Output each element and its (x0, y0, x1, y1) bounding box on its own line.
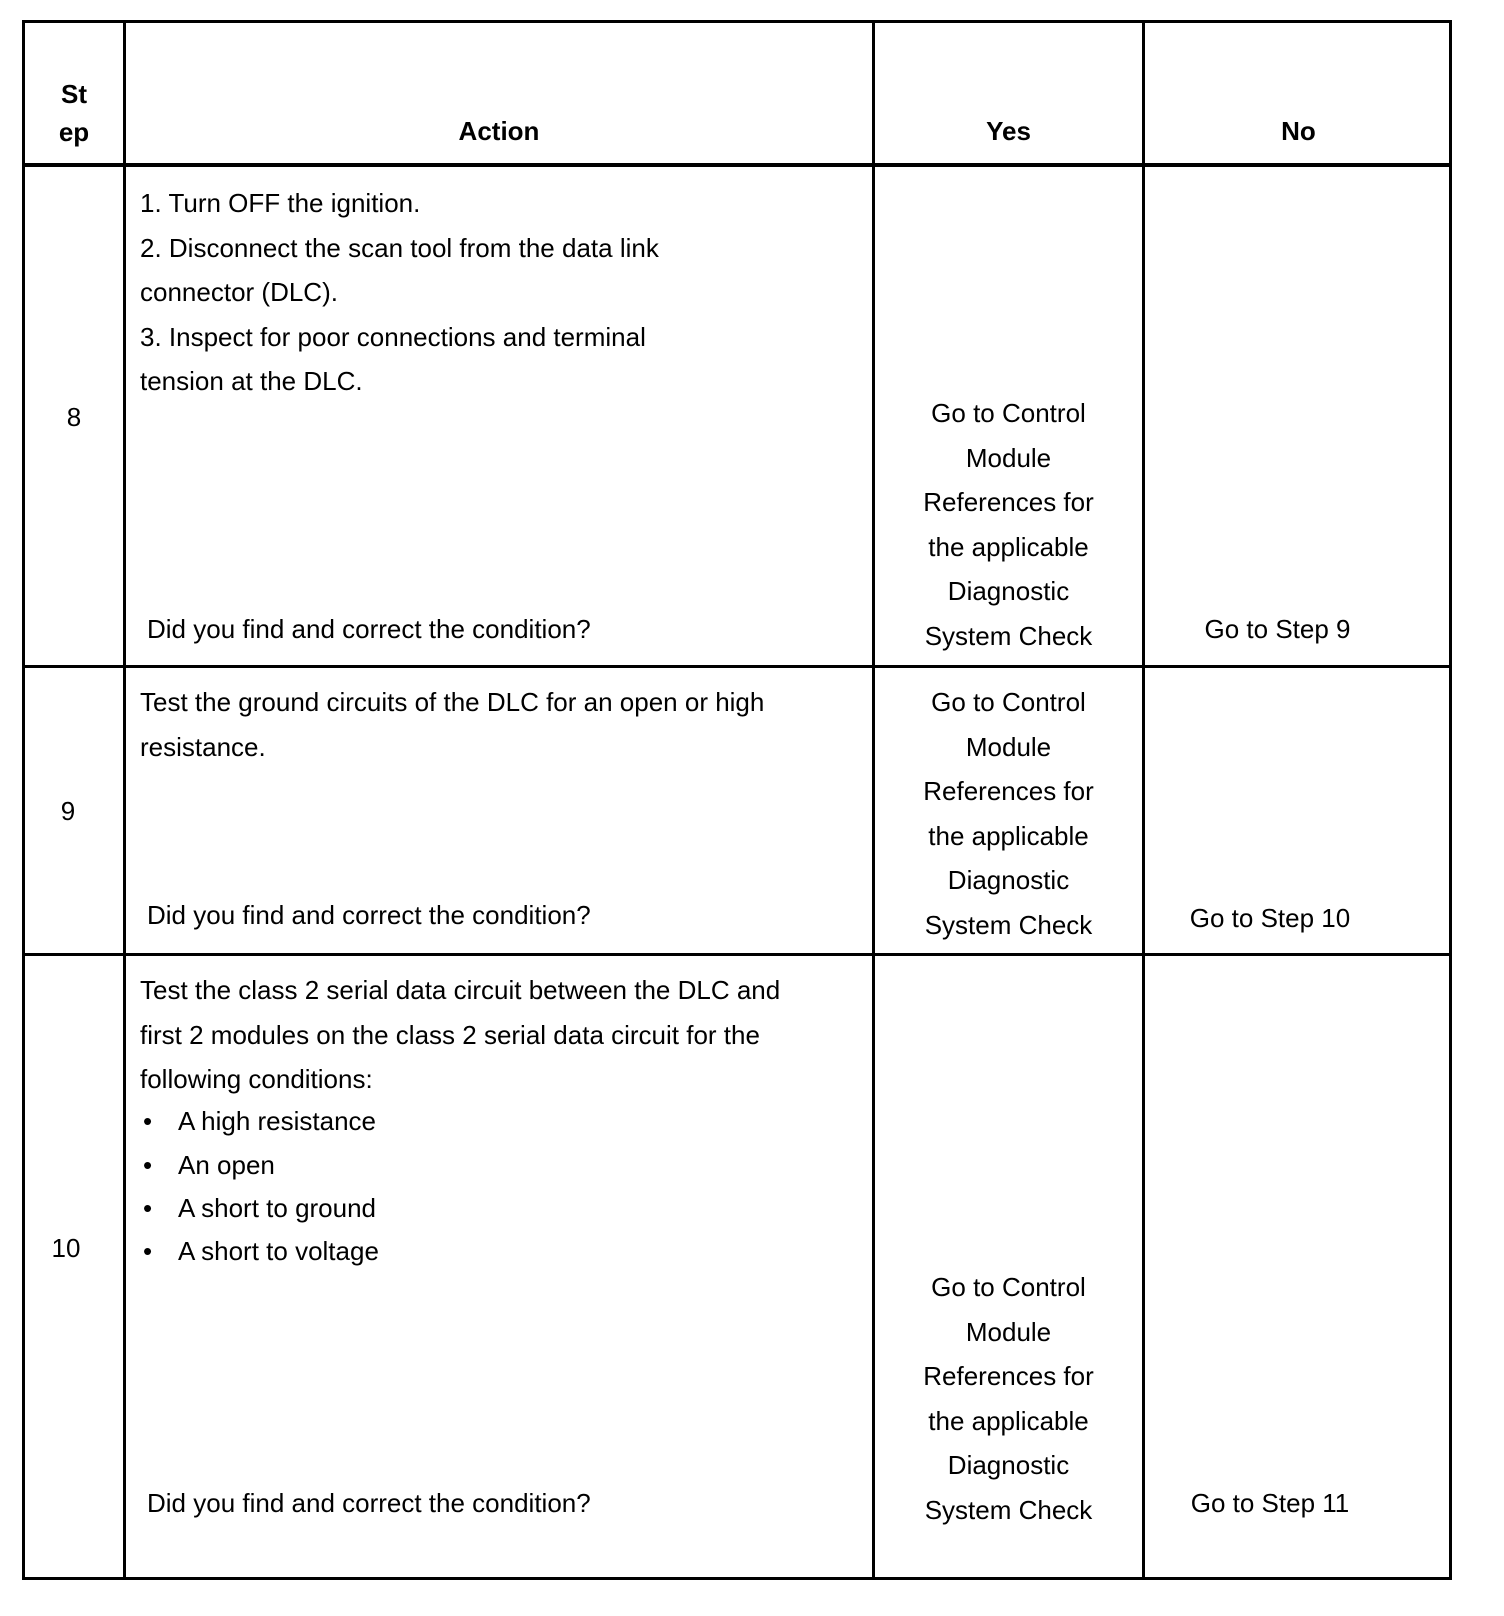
action-text (140, 680, 764, 769)
column-divider (1142, 23, 1145, 1577)
action-line: 3. Inspect for poor connections and terminal (140, 321, 646, 352)
action-line: first 2 modules on the class 2 serial data circuit for the (140, 1019, 760, 1050)
no-text: Go to Step 9 (1204, 614, 1351, 644)
yes-line: References for (923, 776, 1094, 806)
question-text: Did you find and correct the condition? (147, 1488, 591, 1518)
action-line: tension at the DLC. (140, 366, 363, 396)
action-line: following conditions: (140, 1064, 373, 1094)
action-line: 2. Disconnect the scan tool from the data link (140, 232, 659, 263)
column-divider (123, 23, 126, 1577)
yes-line: the applicable (928, 820, 1089, 851)
no-text: Go to Step 11 (1190, 1488, 1350, 1518)
yes-line: References for (923, 1361, 1094, 1391)
action-text (140, 181, 659, 404)
list-item: A high resistance (178, 1106, 377, 1136)
yes-line: References for (923, 487, 1094, 517)
yes-line: System Check (924, 620, 1093, 651)
list-item: A short to ground (178, 1193, 377, 1223)
yes-line: Diagnostic (947, 576, 1070, 606)
yes-line: Module (965, 1316, 1052, 1347)
header-yes: Yes (986, 116, 1031, 146)
yes-text (875, 680, 1142, 947)
row-divider (25, 665, 1449, 668)
action-line: 1. Turn OFF the ignition. (140, 188, 421, 218)
header-action: Action (458, 116, 540, 146)
yes-line: Diagnostic (947, 1450, 1070, 1480)
header-no: No (1281, 116, 1316, 146)
header-step-line2: ep (58, 117, 90, 147)
yes-line: Go to Control (931, 687, 1086, 717)
yes-text (875, 391, 1142, 658)
step-number: 10 (51, 1233, 81, 1263)
bullet-icon: • (143, 1150, 153, 1180)
yes-text (875, 1265, 1142, 1532)
yes-line: the applicable (928, 531, 1089, 562)
yes-line: Diagnostic (947, 865, 1070, 895)
bullet-icon: • (143, 1236, 153, 1266)
yes-line: System Check (924, 909, 1093, 940)
header-step (25, 75, 123, 151)
question-text: Did you find and correct the condition? (147, 900, 591, 930)
step-number: 8 (66, 402, 82, 432)
action-line: connector (DLC). (140, 277, 338, 307)
question-text: Did you find and correct the condition? (147, 614, 591, 644)
action-line: Test the class 2 serial data circuit between the DLC and (140, 975, 781, 1005)
yes-line: the applicable (928, 1405, 1089, 1436)
yes-line: Go to Control (931, 398, 1086, 428)
action-line: resistance. (140, 731, 266, 762)
list-item: An open (178, 1150, 275, 1180)
list-item: A short to voltage (178, 1236, 379, 1266)
row-divider (25, 953, 1449, 956)
row-divider (25, 163, 1449, 167)
action-line: Test the ground circuits of the DLC for an open or high (140, 687, 765, 717)
no-text: Go to Step 10 (1189, 903, 1351, 933)
bullet-icon: • (143, 1106, 153, 1136)
bullet-icon: • (143, 1193, 153, 1223)
yes-line: Module (965, 731, 1052, 762)
step-number: 9 (60, 796, 76, 826)
action-text (140, 968, 780, 1102)
yes-line: System Check (924, 1494, 1093, 1525)
header-step-line1: St (61, 79, 87, 109)
yes-line: Go to Control (931, 1272, 1086, 1302)
diagnostic-table (22, 20, 1452, 1580)
yes-line: Module (965, 442, 1052, 473)
